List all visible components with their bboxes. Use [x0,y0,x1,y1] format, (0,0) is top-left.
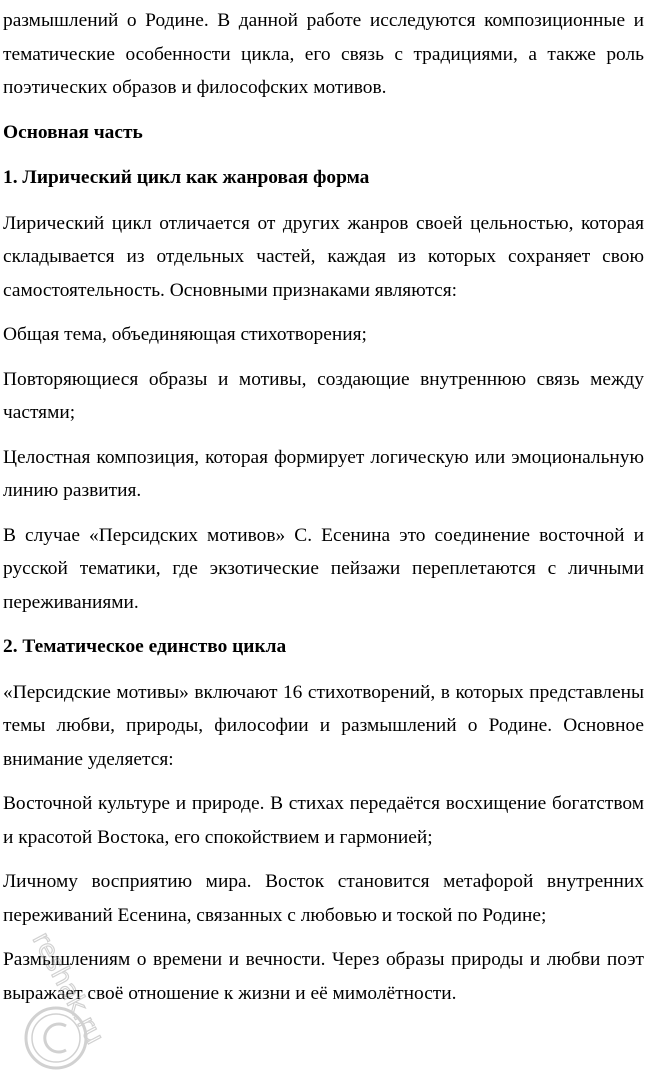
subsection-heading-1: 1. Лирический цикл как жанровая форма [3,167,370,188]
list-item-eastern-culture: Восточной культуре и природе. В стихах передаётся восхищение богатством и красотой Востока, его спокойствием и гармонией; [3,793,644,848]
paragraph-persian-motifs: В случае «Персидских мотивов» С. Есенина это соединение восточной и русской тематики, где экзотические пейзажи переплетаются с личными переживаниями. [3,524,644,613]
list-item-common-theme: Общая тема, объединяющая стихотворения; [3,324,367,345]
list-item-repeating-images: Повторяющиеся образы и мотивы, создающие внутреннюю связь между частями; [3,368,644,423]
document-page [3,4,644,1021]
section-heading-main: Основная часть [3,121,143,143]
list-item-time-eternity: Размышлениям о времени и вечности. Через образы природы и любви поэт выражает своё отношение к жизни и её мимолётности. [3,949,644,1004]
list-item-personal-perception: Личному восприятию мира. Восток становится метафорой внутренних переживаний Есенина, связанных с любовью и тоской по Родине; [3,871,644,926]
svg-text:reshak.ru: reshak.ru [25,927,110,1050]
paragraph-lyric-cycle: Лирический цикл отличается от других жанров своей цельностью, которая складывается из отдельных частей, каждая из которых сохраняет свою самостоятельность. Основными признаками являются: [3,212,644,301]
intro-paragraph: размышлений о Родине. В данной работе исследуются композиционные и тематические особенности цикла, его связь с традициями, а также роль поэтических образов и философских мотивов. [3,10,644,98]
subsection-heading-2: 2. Тематическое единство цикла [3,636,287,657]
list-item-composition: Целостная композиция, которая формирует логическую или эмоциональную линию развития. [3,446,644,501]
paragraph-thematic-unity: «Персидские мотивы» включают 16 стихотворений, в которых представлены темы любви, природы, философии и размышлений о Родине. Основное внимание уделяется: [3,681,644,770]
